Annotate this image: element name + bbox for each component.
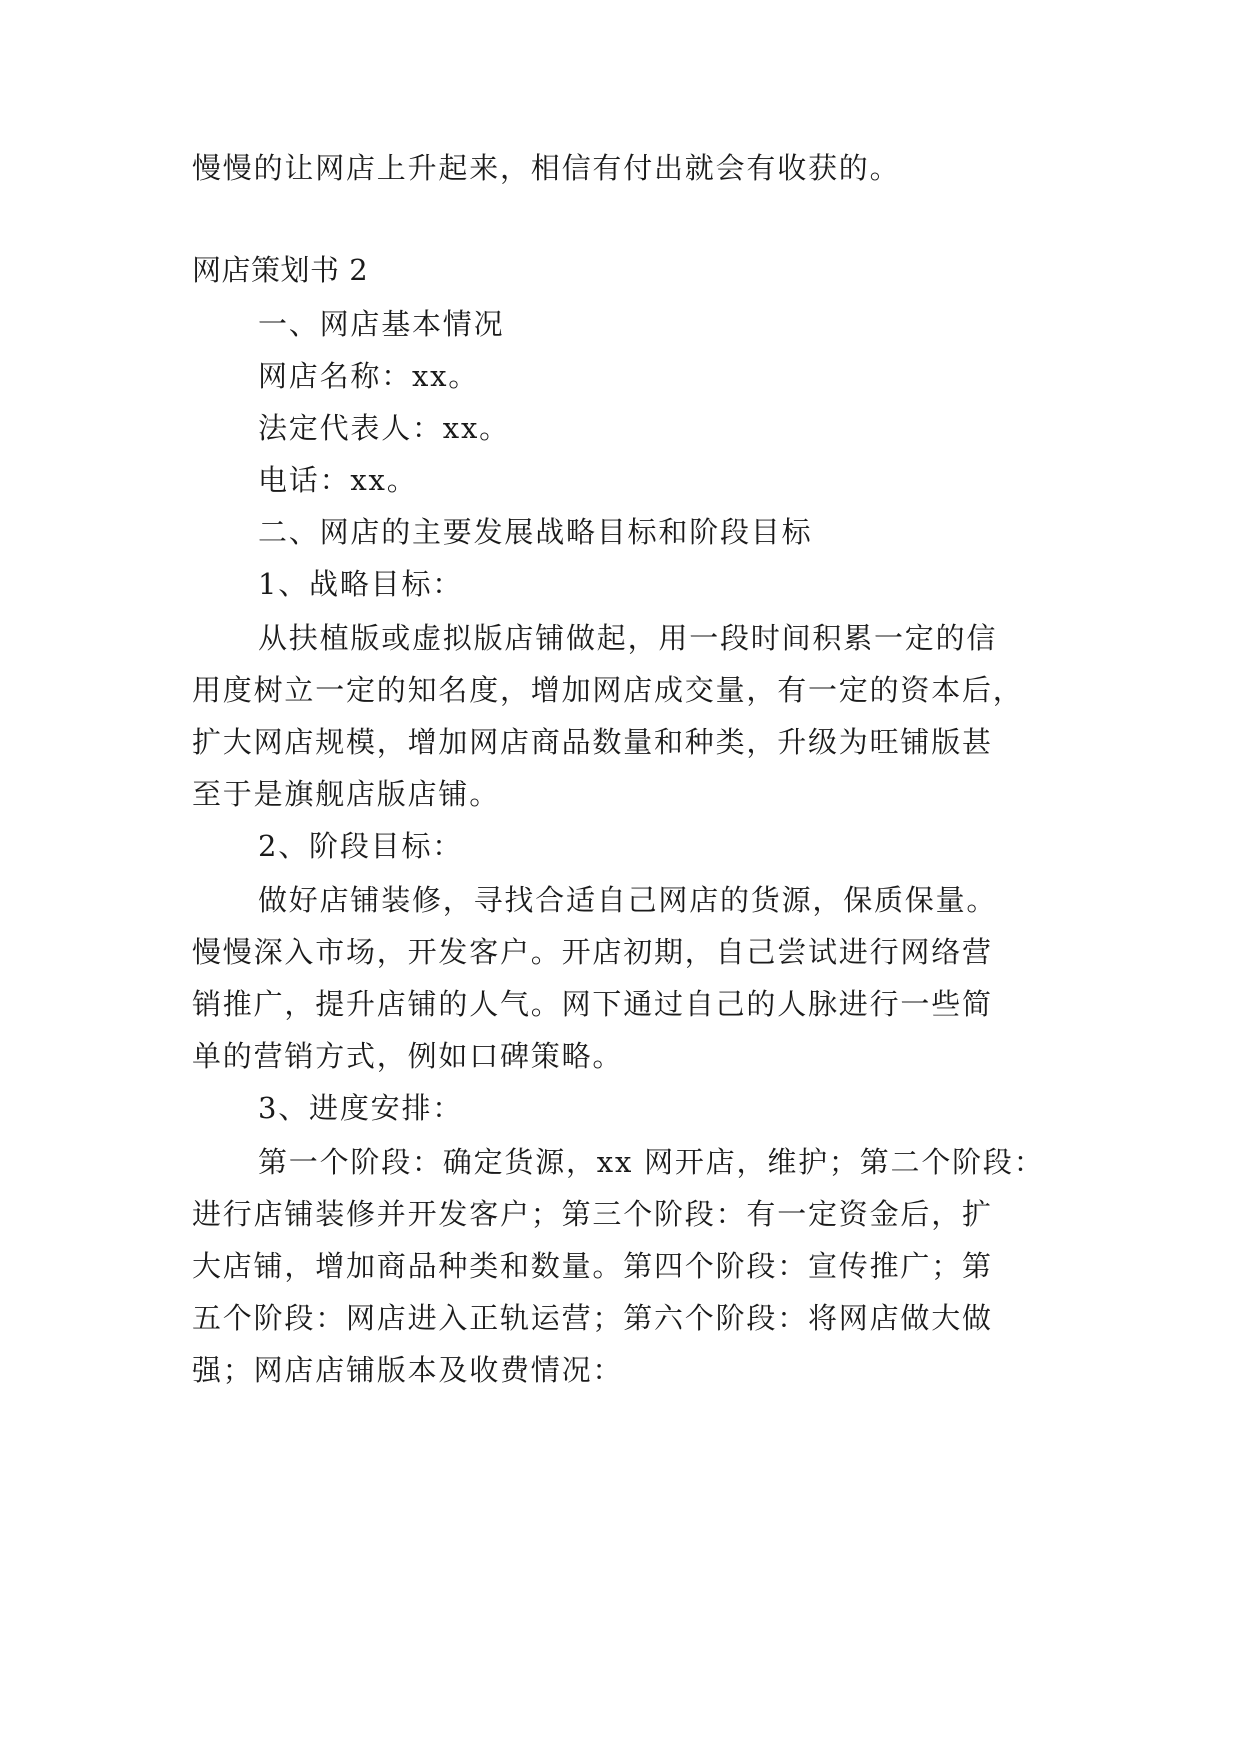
- paragraph-line: 慢慢深入市场，开发客户。开店初期，自己尝试进行网络营: [192, 935, 993, 969]
- paragraph-line: 用度树立一定的知名度，增加网店成交量，有一定的资本后，: [192, 673, 1024, 707]
- shop-name-line: 网店名称：xx。: [258, 359, 480, 393]
- subheading-schedule: 3、进度安排：: [258, 1091, 464, 1125]
- paragraph-line: 五个阶段：网店进入正轨运营；第六个阶段：将网店做大做: [192, 1301, 993, 1335]
- heading-basic-info: 一、网店基本情况: [258, 307, 505, 341]
- paragraph-line: 扩大网店规模，增加网店商品数量和种类，升级为旺铺版甚: [192, 725, 993, 759]
- heading-strategy: 二、网店的主要发展战略目标和阶段目标: [258, 515, 813, 549]
- paragraph-line: 销推广，提升店铺的人气。网下通过自己的人脉进行一些简: [192, 987, 993, 1021]
- paragraph-line: 至于是旗舰店版店铺。: [192, 777, 501, 811]
- section-title: 网店策划书 2: [192, 253, 369, 287]
- paragraph-line: 做好店铺装修，寻找合适自己网店的货源，保质保量。: [258, 883, 998, 917]
- paragraph-line: 强；网店店铺版本及收费情况：: [192, 1353, 624, 1387]
- paragraph-line: 慢慢的让网店上升起来，相信有付出就会有收获的。: [192, 151, 901, 185]
- paragraph-line: 大店铺，增加商品种类和数量。第四个阶段：宣传推广；第: [192, 1249, 993, 1283]
- paragraph-line: 第一个阶段：确定货源，xx 网开店，维护；第二个阶段：: [258, 1145, 1045, 1179]
- paragraph-line: 单的营销方式，例如口碑策略。: [192, 1039, 624, 1073]
- legal-representative-line: 法定代表人：xx。: [258, 411, 510, 445]
- paragraph-line: 进行店铺装修并开发客户；第三个阶段：有一定资金后，扩: [192, 1197, 993, 1231]
- subheading-stage-goals: 2、阶段目标：: [258, 829, 464, 863]
- phone-line: 电话：xx。: [258, 463, 418, 497]
- subheading-strategic-goals: 1、战略目标：: [258, 567, 464, 601]
- paragraph-line: 从扶植版或虚拟版店铺做起，用一段时间积累一定的信: [258, 621, 998, 655]
